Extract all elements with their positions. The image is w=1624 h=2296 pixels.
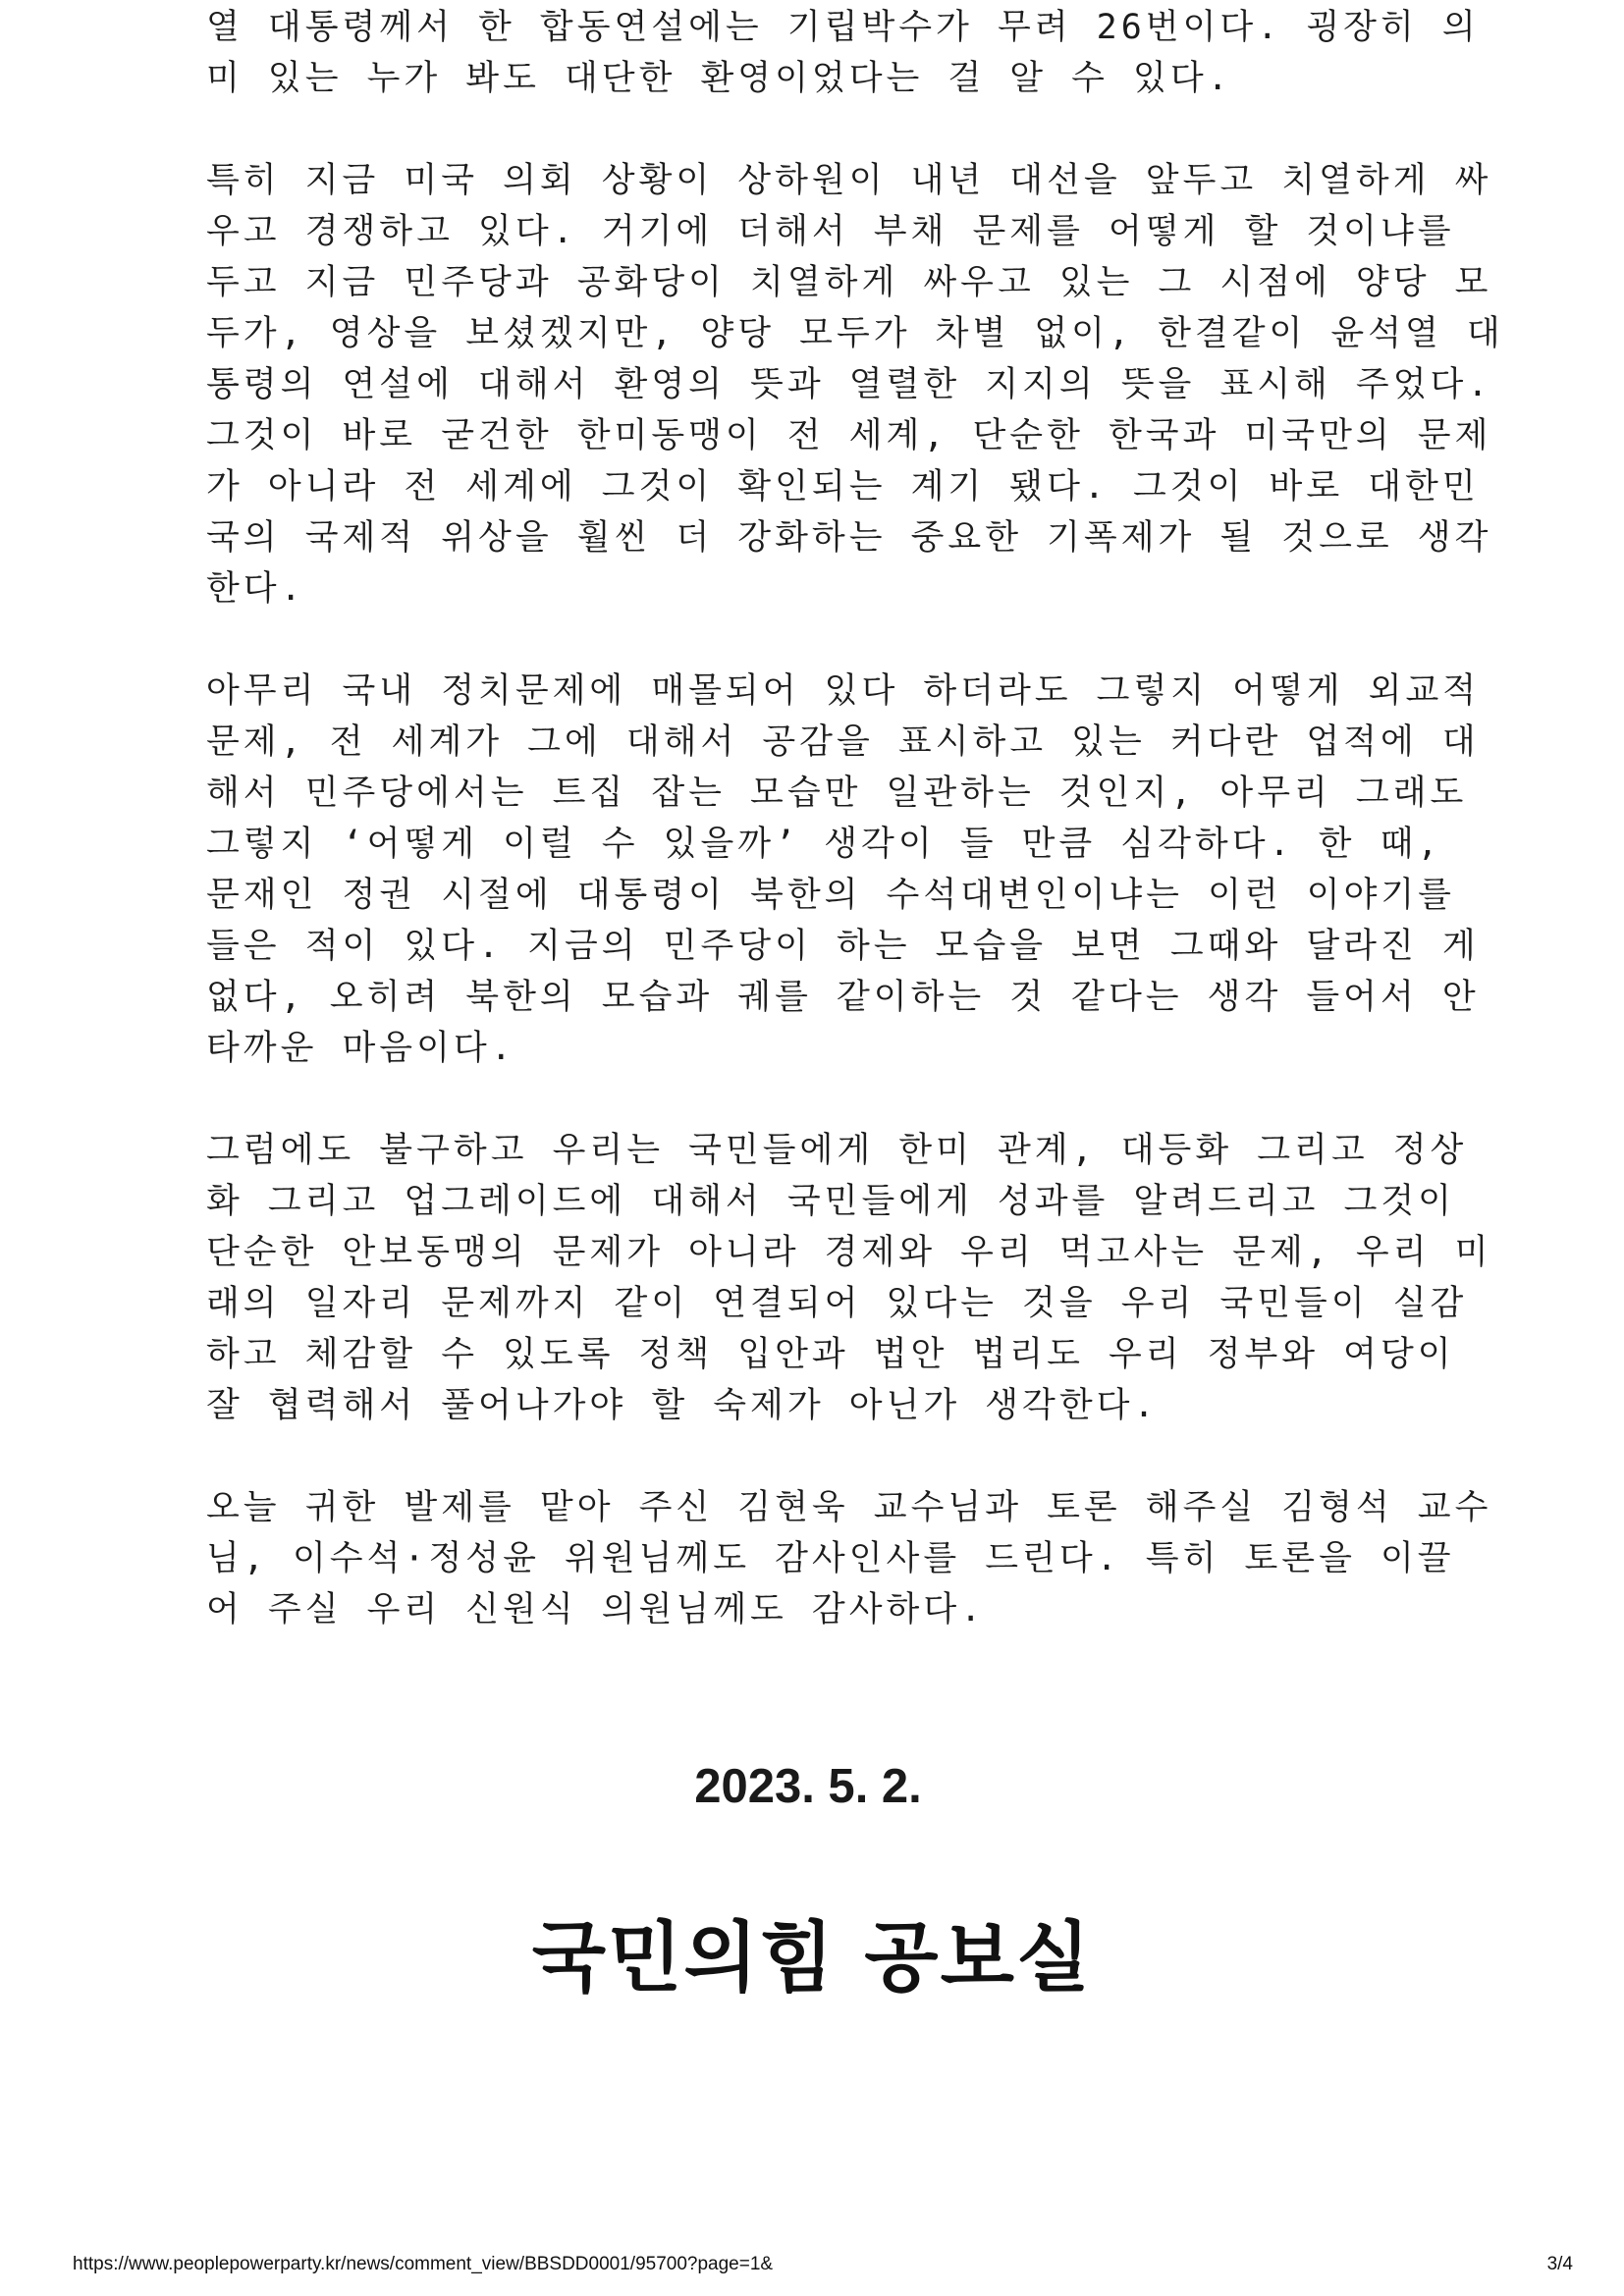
text-line: 잘 협력해서 풀어나가야 할 숙제가 아닌가 생각한다. — [206, 1386, 1159, 1425]
text-line: 국의 국제적 위상을 훨씬 더 강화하는 중요한 기폭제가 될 것으로 생각 — [206, 518, 1492, 558]
text-line: 들은 적이 있다. 지금의 민주당이 하는 모습을 보면 그때와 달라진 게 — [206, 927, 1480, 966]
text-line: 열 대통령께서 한 합동연설에는 기립박수가 무려 26번이다. 굉장히 의 — [206, 8, 1480, 47]
paragraph-4 — [206, 1125, 1492, 1431]
press-release-body — [206, 0, 1504, 1686]
text-line: 하고 체감할 수 있도록 정책 입안과 법안 법리도 우리 정부와 여당이 — [206, 1335, 1455, 1374]
text-line: 문재인 정권 시절에 대통령이 북한의 수석대변인이냐는 이런 이야기를 — [206, 876, 1455, 915]
text-line: 아무리 국내 정치문제에 매몰되어 있다 하더라도 그렇지 어떻게 외교적 — [206, 671, 1481, 711]
text-line: 화 그리고 업그레이드에 대해서 국민들에게 성과를 알려드리고 그것이 — [206, 1182, 1455, 1221]
paragraph-3 — [206, 666, 1481, 1074]
print-footer — [0, 2250, 1624, 2279]
paragraph-2 — [206, 155, 1504, 614]
text-line: 래의 일자리 문제까지 같이 연결되어 있다는 것을 우리 국민들이 실감 — [206, 1284, 1468, 1323]
issuing-office: 국민의힘 공보실 — [531, 1914, 1093, 2002]
text-line: 단순한 안보동맹의 문제가 아니라 경제와 우리 먹고사는 문제, 우리 미 — [206, 1233, 1492, 1272]
text-line: 그럼에도 불구하고 우리는 국민들에게 한미 관계, 대등화 그리고 정상 — [206, 1131, 1468, 1170]
text-line: 그렇지 ‘어떻게 이럴 수 있을까’ 생각이 들 만큼 심각하다. 한 때, — [206, 825, 1442, 864]
text-line: 해서 민주당에서는 트집 잡는 모습만 일관하는 것인지, 아무리 그래도 — [206, 774, 1468, 813]
text-line: 두가, 영상을 보셨겠지만, 양당 모두가 차별 없이, 한결같이 윤석열 대 — [206, 314, 1504, 353]
page-number: 3/4 — [1546, 2254, 1573, 2274]
text-line: 한다. — [206, 569, 305, 609]
paragraph-1 — [206, 2, 1480, 104]
text-line: 문제, 전 세계가 그에 대해서 공감을 표시하고 있는 커다란 업적에 대 — [206, 722, 1480, 762]
paragraph-5 — [206, 1482, 1492, 1635]
text-line: 그것이 바로 굳건한 한미동맹이 전 세계, 단순한 한국과 미국만의 문제 — [206, 416, 1492, 455]
text-line: 통령의 연설에 대해서 환영의 뜻과 열렬한 지지의 뜻을 표시해 주었다. — [206, 365, 1492, 404]
text-line: 가 아니라 전 세계에 그것이 확인되는 계기 됐다. 그것이 바로 대한민 — [206, 467, 1480, 507]
text-line: 오늘 귀한 발제를 맡아 주신 김현욱 교수님과 토론 해주실 김형석 교수 — [206, 1488, 1492, 1527]
text-line: 특히 지금 미국 의회 상황이 상하원이 내년 대선을 앞두고 치열하게 싸 — [206, 161, 1492, 200]
text-line: 미 있는 누가 봐도 대단한 환영이었다는 걸 알 수 있다. — [206, 59, 1232, 98]
release-date-text: 2023. 5. 2. — [694, 1760, 922, 1813]
source-url: https://www.peoplepowerparty.kr/news/comment_view/BBSDD0001/95700?page=1& — [73, 2254, 774, 2274]
text-line: 타까운 마음이다. — [206, 1029, 515, 1068]
text-line: 우고 경쟁하고 있다. 거기에 더해서 부채 문제를 어떻게 할 것이냐를 — [206, 212, 1455, 251]
release-date — [0, 1757, 1624, 1816]
text-line: 두고 지금 민주당과 공화당이 치열하게 싸우고 있는 그 시점에 양당 모 — [206, 263, 1492, 302]
text-line: 없다, 오히려 북한의 모습과 궤를 같이하는 것 같다는 생각 들어서 안 — [206, 978, 1480, 1017]
text-line: 님, 이수석·정성윤 위원님께도 감사인사를 드린다. 특히 토론을 이끌 — [206, 1539, 1455, 1578]
text-line: 어 주실 우리 신원식 의원님께도 감사하다. — [206, 1590, 986, 1629]
